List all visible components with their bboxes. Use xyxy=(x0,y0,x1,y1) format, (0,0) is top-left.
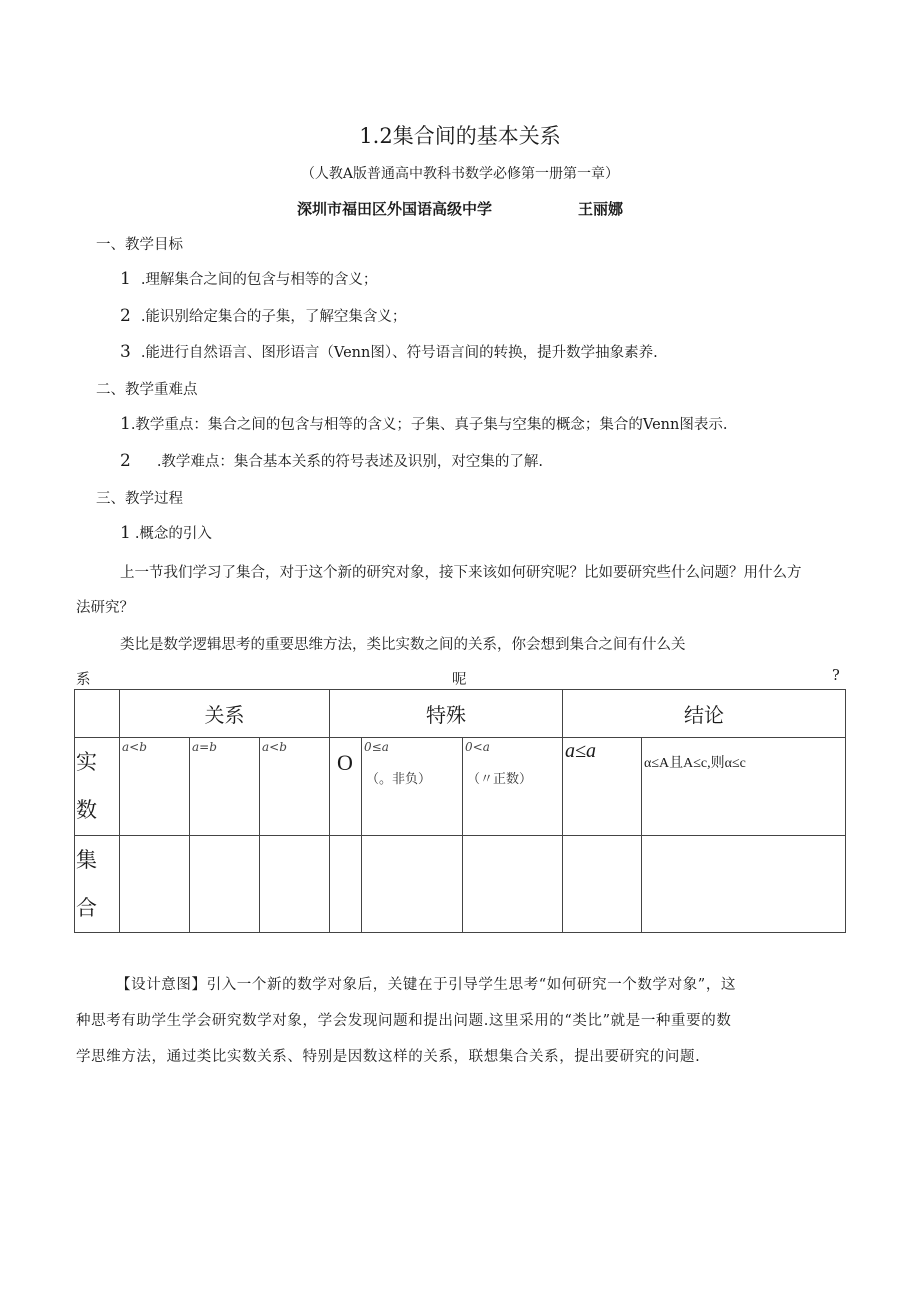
design-intent-line-2: 种思考有助学生学会研究数学对象，学会发现问题和提出问题.这里采用的“类比”就是一种重要的数 xyxy=(76,1013,732,1029)
paragraph-2-line-2-start: 系 xyxy=(76,672,91,688)
table-cell: a=b xyxy=(190,738,260,836)
table-cell: a<b xyxy=(120,738,190,836)
table-cell xyxy=(330,836,362,933)
section-heading-process: 三、教学过程 xyxy=(96,491,183,507)
header-special: 特殊 xyxy=(330,689,563,738)
key-point-item-1: 1.教学重点：集合之间的包含与相等的含义；子集、真子集与空集的概念；集合的Venn图表示. xyxy=(120,414,728,434)
goal-item-3: 3 .能进行自然语言、图形语言（Venn图）、符号语言间的转换，提升数学抽象素养. xyxy=(120,342,658,362)
design-intent-line-3: 学思维方法，通过类比实数关系、特别是因数这样的关系，联想集合关系，提出要研究的问题. xyxy=(76,1049,701,1065)
table-cell: O xyxy=(330,738,362,836)
table-cell xyxy=(190,836,260,933)
paragraph-2-line-1: 类比是数学逻辑思考的重要思维方法，类比实数之间的关系，你会想到集合之间有什么关 xyxy=(120,637,686,653)
author-name: 王丽娜 xyxy=(578,200,624,218)
table-cell xyxy=(642,836,846,933)
section-heading-key-points: 二、教学重难点 xyxy=(96,382,198,398)
goal-item-1: 1 .理解集合之间的包含与相等的含义； xyxy=(120,269,378,289)
table-cell xyxy=(260,836,330,933)
table-cell: 0≤a （。非负） xyxy=(362,738,463,836)
document-subtitle: （人教A版普通高中教科书数学必修第一册第一章） xyxy=(300,166,620,182)
analogy-table xyxy=(74,689,846,933)
header-empty-cell xyxy=(74,689,120,738)
paragraph-1-line-1: 上一节我们学习了集合，对于这个新的研究对象，接下来该如何研究呢？比如要研究些什么问题？用什么方 xyxy=(120,565,802,581)
school-name: 深圳市福田区外国语高级中学 xyxy=(297,200,493,218)
table-cell xyxy=(463,836,563,933)
goal-item-2: 2 .能识别给定集合的子集，了解空集含义； xyxy=(120,306,407,326)
table-cell xyxy=(563,836,642,933)
table-cell xyxy=(362,836,463,933)
row-label-real-numbers: 实 数 xyxy=(74,738,120,836)
design-intent-line-1: 【设计意图】引入一个新的数学对象后，关键在于引导学生思考“如何研究一个数学对象”，这 xyxy=(116,977,737,993)
table-cell: a≤a xyxy=(563,738,642,836)
paragraph-1-line-2: 法研究？ xyxy=(76,600,134,616)
table-cell: α≤A且A≤c,则α≤c xyxy=(642,738,846,836)
section-heading-goals: 一、教学目标 xyxy=(96,237,183,253)
header-conclusion: 结论 xyxy=(563,689,846,738)
table-cell xyxy=(120,836,190,933)
table-cell: a<b xyxy=(260,738,330,836)
paragraph-2-line-2-end: ? xyxy=(832,668,840,684)
key-point-item-2: 2 .教学难点：集合基本关系的符号表述及识别，对空集的了解. xyxy=(120,451,544,471)
process-sub-1: 1 .概念的引入 xyxy=(120,523,212,543)
header-relation: 关系 xyxy=(120,689,330,738)
paragraph-2-line-2-mid: 呢 xyxy=(452,672,467,688)
table-cell: 0<a （〃正数） xyxy=(463,738,563,836)
row-label-sets: 集 合 xyxy=(74,836,120,933)
document-title: 1.2集合间的基本关系 xyxy=(359,124,561,148)
